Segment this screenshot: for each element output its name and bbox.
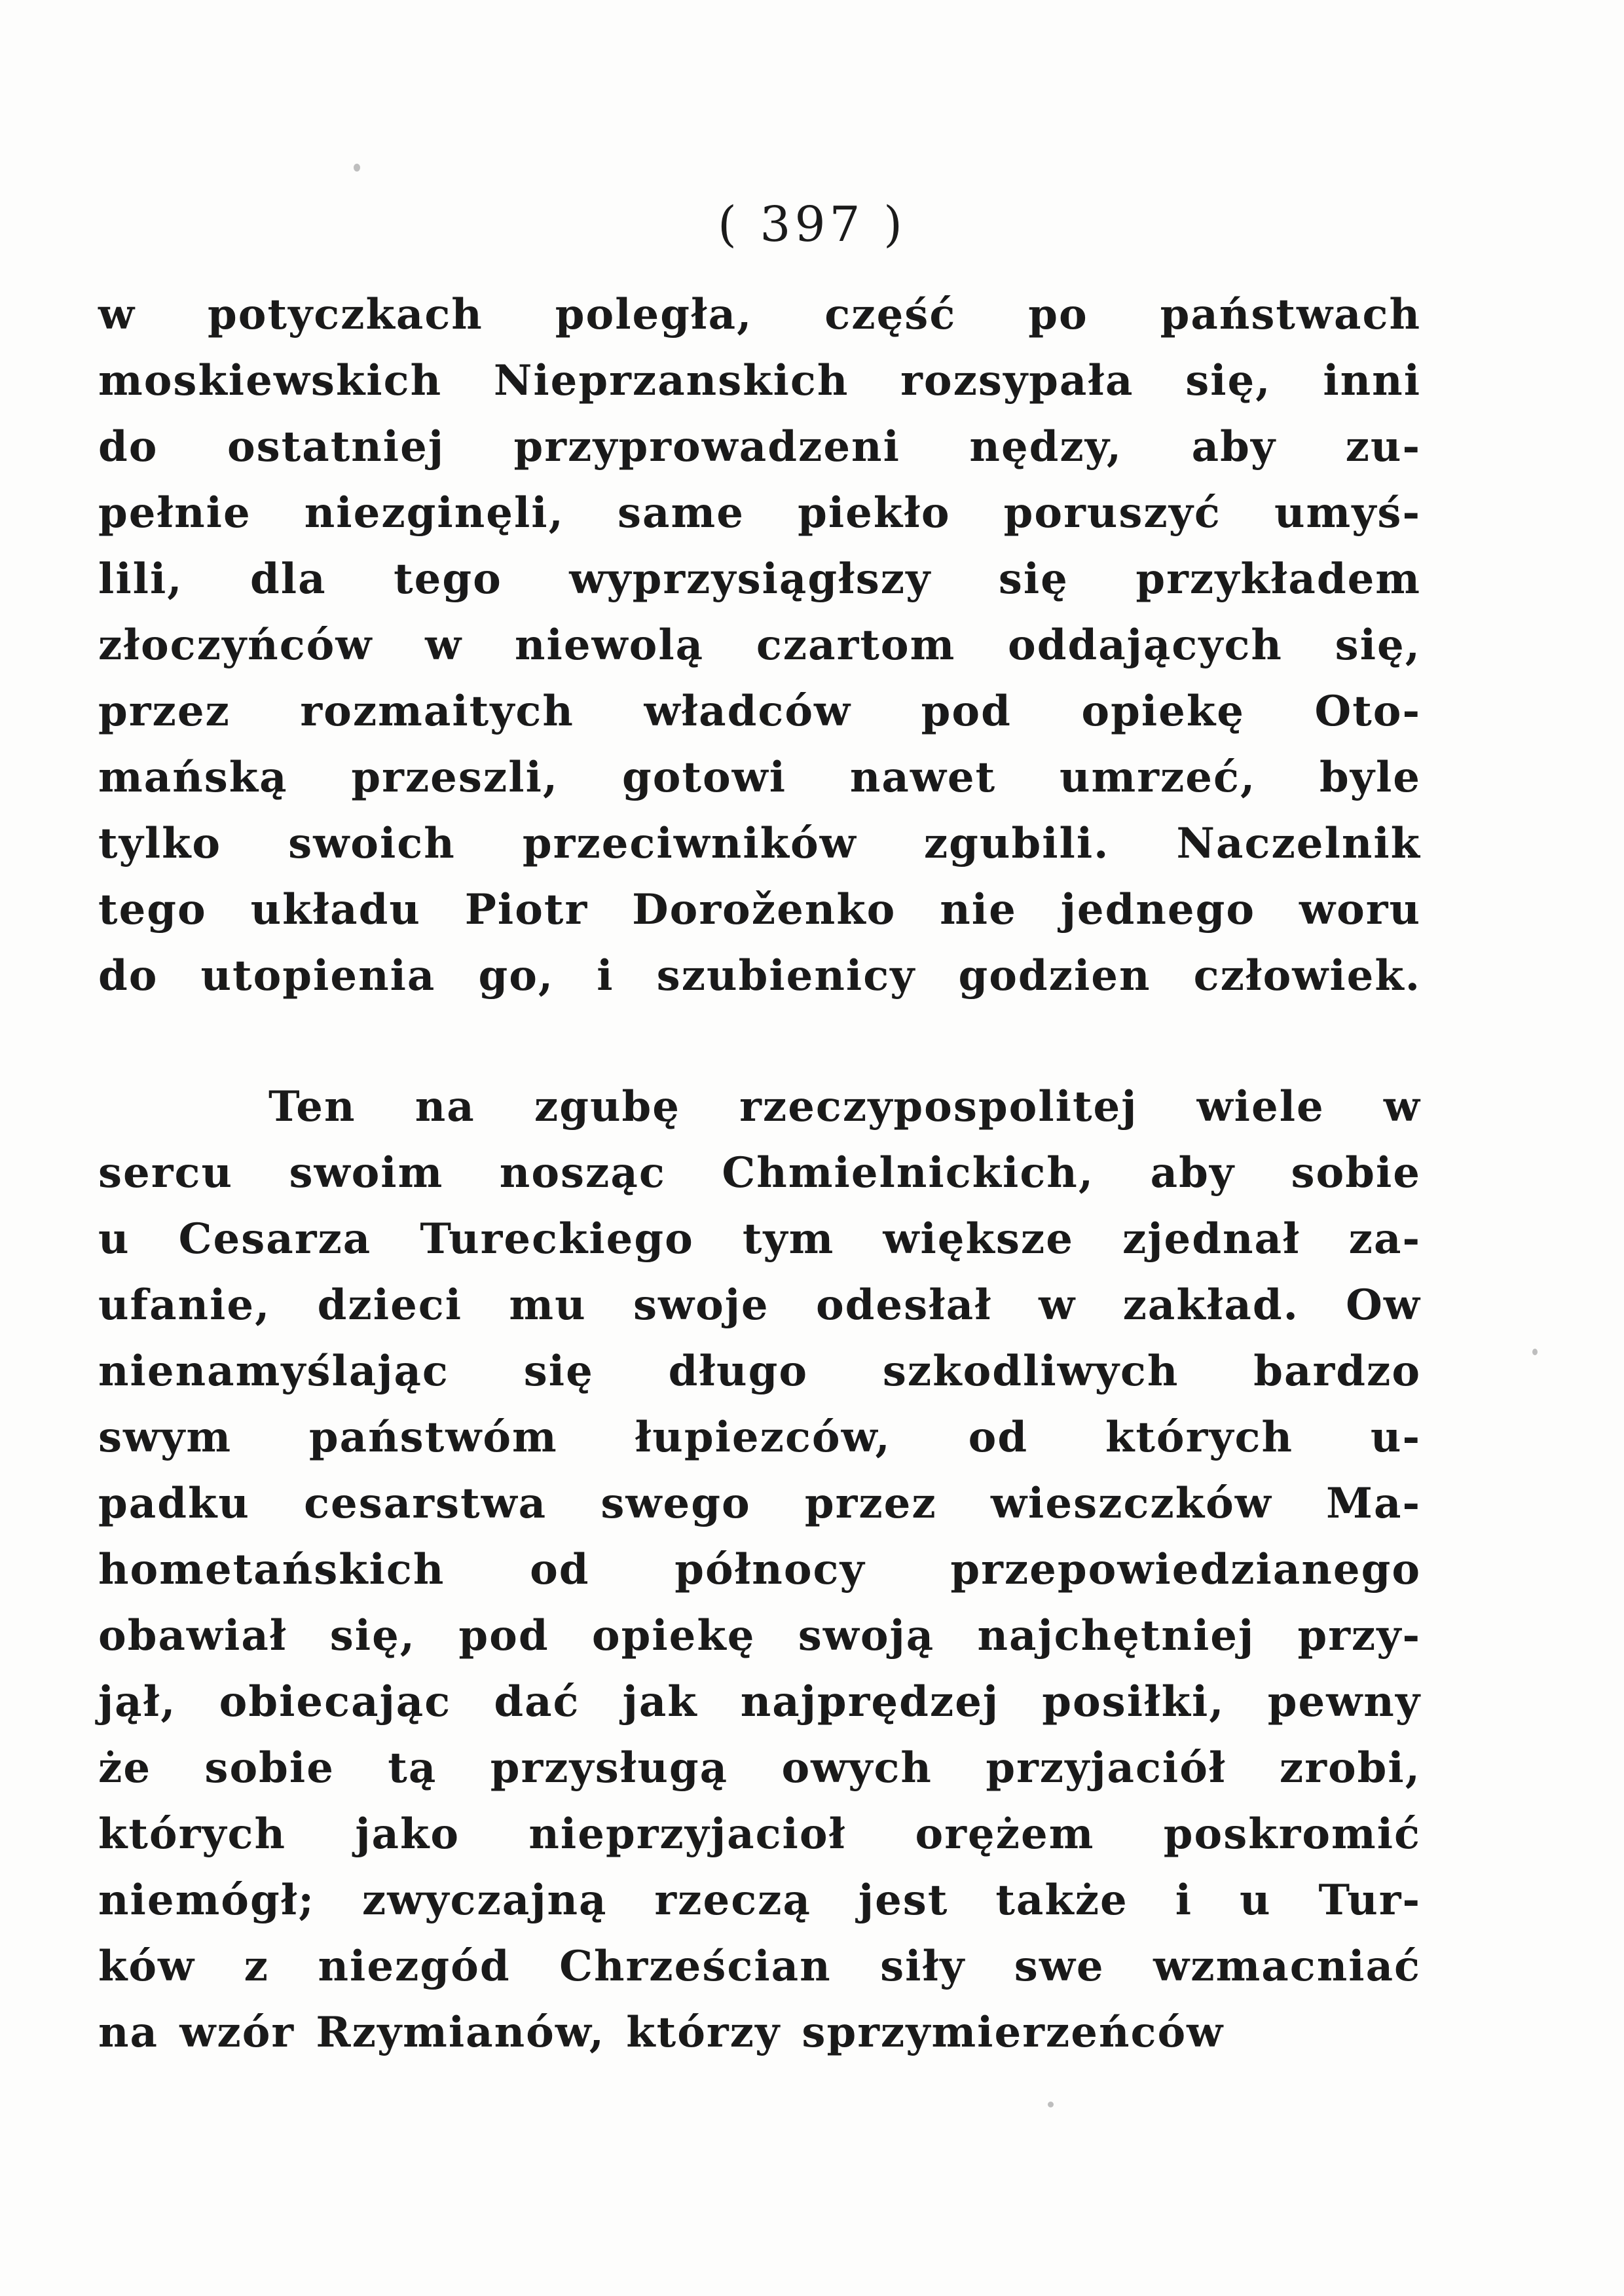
paper-speck (354, 164, 360, 172)
text-line: ków z niezgód Chrześcian siły swe wzmacniać (98, 1942, 1421, 1991)
paragraph-2 (98, 1074, 1421, 2066)
paper-speck (1048, 2102, 1054, 2107)
text-line: tylko swoich przeciwników zgubili. Naczelnik (98, 819, 1421, 868)
text-line: nienamyślając się długo szkodliwych bardzo (98, 1347, 1421, 1396)
text-line: do utopienia go, i szubienicy godzien człowiek. (98, 951, 1421, 1000)
text-line: jął, obiecając dać jak najprędzej posiłki, pewny (98, 1677, 1421, 1726)
paper-speck (1532, 1349, 1538, 1355)
text-line: tego układu Piotr Doroženko nie jednego woru (98, 885, 1421, 934)
text-line: pełnie niezginęli, same piekło poruszyć umyś- (98, 488, 1421, 538)
text-line: padku cesarstwa swego przez wieszczków Ma- (98, 1479, 1421, 1528)
text-line: do ostatniej przyprowadzeni nędzy, aby zu- (98, 422, 1421, 471)
text-line: że sobie tą przysługą owych przyjaciół zrobi, (98, 1743, 1421, 1793)
text-line: u Cesarza Tureckiego tym większe zjednał za- (98, 1214, 1421, 1264)
text-line: złoczyńców w niewolą czartom oddających się, (98, 621, 1421, 670)
text-line: przez rozmaitych władców pod opiekę Oto- (98, 687, 1421, 736)
text-line: których jako nieprzyjacioł orężem poskromić (98, 1810, 1421, 1859)
text-line: ufanie, dzieci mu swoje odesłał w zakład. Ow (98, 1281, 1421, 1330)
text-line: swym państwóm łupiezców, od których u- (98, 1413, 1421, 1462)
text-line: niemógł; zwyczajną rzeczą jest także i u Tur- (98, 1876, 1421, 1925)
text-line: sercu swoim nosząc Chmielnickich, aby sobie (98, 1148, 1421, 1197)
text-line: mańską przeszli, gotowi nawet umrzeć, byle (98, 753, 1421, 802)
text-line: Ten na zgubę rzeczypospolitej wiele w (268, 1082, 1421, 1131)
text-line: obawiał się, pod opiekę swoją najchętniej przy- (98, 1611, 1421, 1660)
text-line: moskiewskich Nieprzanskich rozsypała się, inni (98, 356, 1421, 405)
paragraph-1 (98, 282, 1421, 1009)
text-line: w potyczkach poległa, część po państwach (98, 290, 1421, 339)
text-line: na wzór Rzymianów, którzy sprzymierzeńców (98, 2008, 1225, 2057)
text-line: hometańskich od północy przepowiedzianego (98, 1545, 1421, 1594)
page-number: ( 397 ) (717, 196, 907, 253)
text-line: lili, dla tego wyprzysiągłszy się przykładem (98, 555, 1421, 604)
